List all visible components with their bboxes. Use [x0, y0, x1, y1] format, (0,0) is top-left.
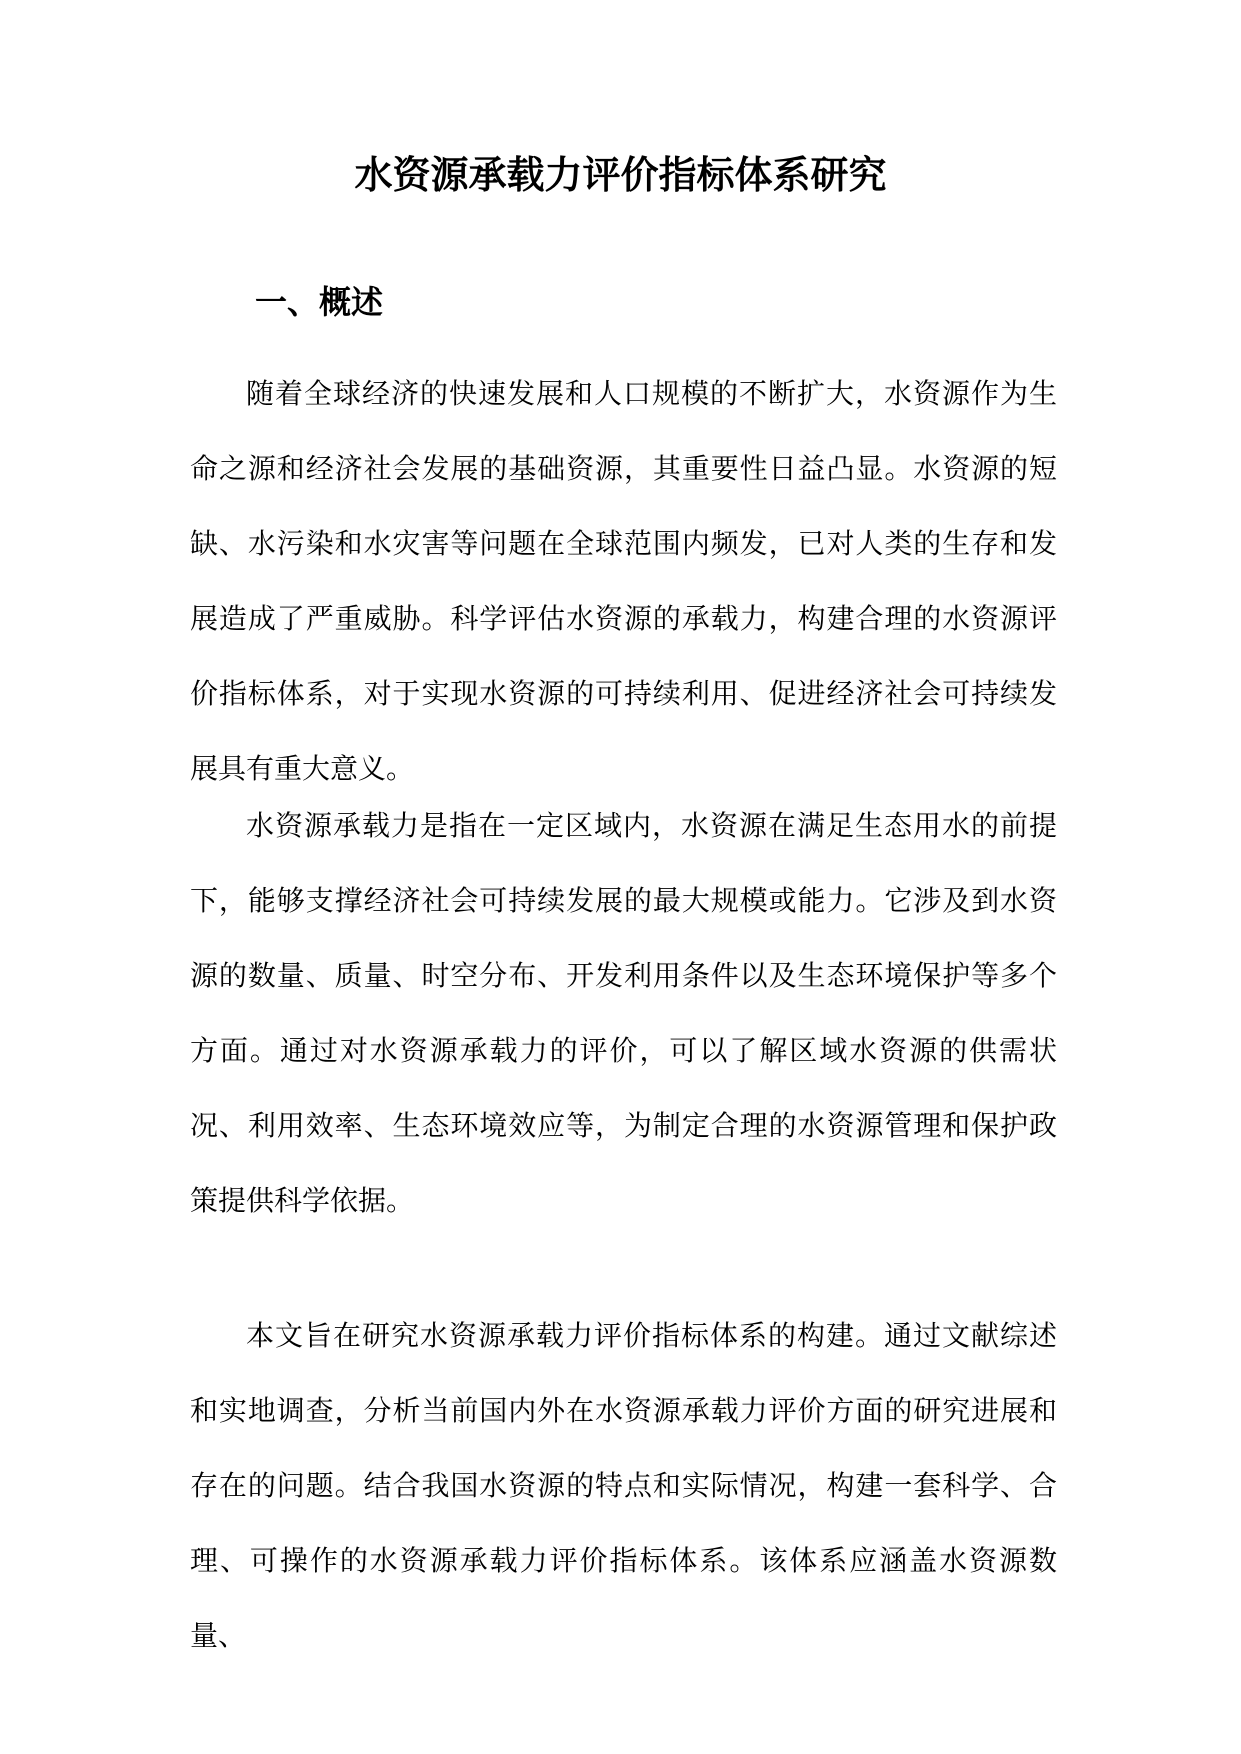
paragraph-2: 水资源承载力是指在一定区域内，水资源在满足生态用水的前提下，能够支撑经济社会可持续发展的最大规模或能力。它涉及到水资源的数量、质量、时空分布、开发利用条件以及生态环境保护等多个方面。通过对水资源承载力的评价，可以了解区域水资源的供需状况、利用效率、生态环境效应等，为制定合理的水资源管理和保护政策提供科学依据。	[190, 809, 1057, 1217]
paragraph-1: 随着全球经济的快速发展和人口规模的不断扩大，水资源作为生命之源和经济社会发展的基础资源，其重要性日益凸显。水资源的短缺、水污染和水灾害等问题在全球范围内频发，已对人类的生存和发展造成了严重威胁。科学评估水资源的承载力，构建合理的水资源评价指标体系，对于实现水资源的可持续利用、促进经济社会可持续发展具有重大意义。	[190, 377, 1057, 785]
document-title: 水资源承载力评价指标体系研究	[354, 152, 887, 197]
section-heading: 一、概述	[255, 283, 384, 321]
paragraph-3: 本文旨在研究水资源承载力评价指标体系的构建。通过文献综述和实地调查，分析当前国内外在水资源承载力评价方面的研究进展和存在的问题。结合我国水资源的特点和实际情况，构建一套科学、合理、可操作的水资源承载力评价指标体系。该体系应涵盖水资源数量、	[190, 1319, 1057, 1652]
